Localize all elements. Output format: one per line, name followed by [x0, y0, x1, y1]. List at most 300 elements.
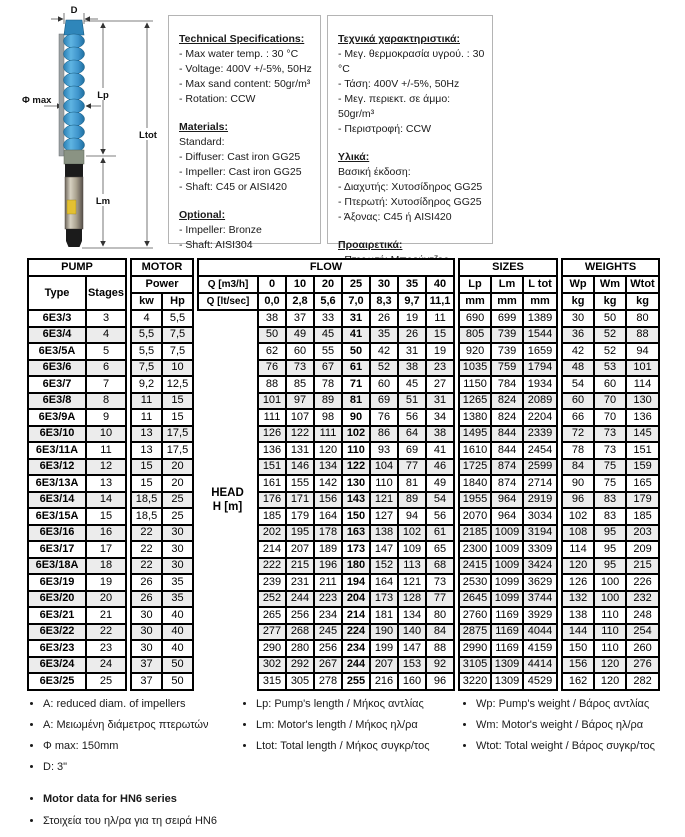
coupling-section [64, 150, 84, 164]
spec-title: Υλικά: [338, 151, 370, 163]
lp-cell: 1150 [459, 376, 491, 393]
col-header-ltot: L tot [523, 276, 557, 293]
head-value-cell: 55 [314, 343, 342, 360]
head-value-cell: 204 [342, 591, 370, 608]
pump-type-cell: 6E3/8 [28, 393, 86, 410]
head-value-cell: 52 [370, 360, 398, 377]
head-value-cell: 19 [398, 310, 426, 327]
head-value-cell: 134 [314, 459, 342, 476]
flow-header: 30 [370, 276, 398, 293]
spec-line: - Shaft: AISI304 [179, 239, 253, 251]
wm-cell: 60 [594, 376, 626, 393]
lp-cell: 2070 [459, 508, 491, 525]
ltot-cell: 1659 [523, 343, 557, 360]
wtot-cell: 276 [626, 657, 659, 674]
wm-cell: 95 [594, 541, 626, 558]
table-row [28, 508, 659, 525]
lp-cell: 1955 [459, 492, 491, 509]
wtot-cell: 130 [626, 393, 659, 410]
head-value-cell: 163 [342, 525, 370, 542]
head-value-cell: 81 [398, 475, 426, 492]
spec-line: - Shaft: C45 or AISI420 [179, 181, 287, 193]
lm-cell: 1169 [491, 607, 523, 624]
lp-cell: 2875 [459, 624, 491, 641]
head-value-cell: 268 [286, 624, 314, 641]
stages-cell: 16 [86, 525, 126, 542]
wtot-cell: 94 [626, 343, 659, 360]
head-value-cell: 62 [258, 343, 286, 360]
ltot-cell: 4044 [523, 624, 557, 641]
head-value-cell: 34 [426, 409, 454, 426]
head-value-cell: 60 [286, 343, 314, 360]
pump-body [59, 20, 85, 247]
spec-line: - Τάση: 400V +/-5%, 50Hz [338, 78, 460, 90]
wm-cell: 120 [594, 657, 626, 674]
stages-cell: 14 [86, 492, 126, 509]
head-value-cell: 315 [258, 673, 286, 690]
table-row [28, 607, 659, 624]
kw-cell: 5,5 [131, 327, 162, 344]
col-header-wtot: Wtot [626, 276, 659, 293]
lm-cell: 784 [491, 376, 523, 393]
head-value-cell: 41 [342, 327, 370, 344]
cable-guard [59, 34, 64, 156]
head-value-cell: 156 [314, 492, 342, 509]
table-row [28, 475, 659, 492]
head-value-cell: 195 [286, 525, 314, 542]
head-value-cell: 80 [426, 607, 454, 624]
head-value-cell: 179 [286, 508, 314, 525]
kw-cell: 9,2 [131, 376, 162, 393]
wp-cell: 78 [562, 442, 594, 459]
head-value-cell: 88 [258, 376, 286, 393]
kw-cell: 15 [131, 475, 162, 492]
group-header-flow: FLOW [198, 259, 454, 276]
hp-cell: 50 [162, 657, 193, 674]
head-value-cell: 51 [398, 393, 426, 410]
wtot-cell: 114 [626, 376, 659, 393]
footnote: • Wp: Pump's weight / Βάρος αντλίας [476, 698, 655, 711]
flow-header-lts: 5,6 [314, 293, 342, 310]
lm-cell: 699 [491, 310, 523, 327]
ltot-cell: 1934 [523, 376, 557, 393]
head-value-cell: 38 [258, 310, 286, 327]
head-value-cell: 42 [370, 343, 398, 360]
head-value-cell: 180 [342, 558, 370, 575]
head-value-cell: 88 [426, 640, 454, 657]
stages-cell: 20 [86, 591, 126, 608]
footnote: • Ltot: Total length / Μήκος συγκρ/τος [256, 740, 430, 753]
head-value-cell: 77 [398, 459, 426, 476]
motor-label [67, 200, 76, 214]
head-value-cell: 185 [258, 508, 286, 525]
stages-cell: 24 [86, 657, 126, 674]
col-header-wm: Wm [594, 276, 626, 293]
head-value-cell: 305 [286, 673, 314, 690]
head-value-cell: 110 [370, 475, 398, 492]
lm-cell: 1099 [491, 574, 523, 591]
pump-type-cell: 6E3/3 [28, 310, 86, 327]
head-value-cell: 85 [286, 376, 314, 393]
wtot-cell: 136 [626, 409, 659, 426]
head-value-cell: 142 [314, 475, 342, 492]
wm-cell: 70 [594, 393, 626, 410]
spec-line: - Πτερωτή: Χυτοσίδηρος GG25 [338, 196, 482, 208]
head-value-cell: 71 [342, 376, 370, 393]
head-value-cell: 292 [286, 657, 314, 674]
head-value-cell: 252 [258, 591, 286, 608]
head-value-cell: 211 [314, 574, 342, 591]
ltot-cell: 2919 [523, 492, 557, 509]
head-value-cell: 234 [342, 640, 370, 657]
ltot-cell: 3424 [523, 558, 557, 575]
stages-cell: 6 [86, 360, 126, 377]
head-value-cell: 138 [370, 525, 398, 542]
pump-type-cell: 6E3/22 [28, 624, 86, 641]
head-value-cell: 194 [342, 574, 370, 591]
wp-cell: 150 [562, 640, 594, 657]
wtot-cell: 209 [626, 541, 659, 558]
head-value-cell: 161 [258, 475, 286, 492]
spec-line: - Μεγ. περιεκτ. σε άμμο: 50gr/m³ [338, 93, 451, 120]
head-value-cell: 107 [286, 409, 314, 426]
stages-cell: 18 [86, 558, 126, 575]
head-value-cell: 31 [398, 343, 426, 360]
head-value-cell: 27 [426, 376, 454, 393]
lm-cell: 844 [491, 426, 523, 443]
spec-line: - Rotation: CCW [179, 93, 256, 105]
flow-header-lts: 7,0 [342, 293, 370, 310]
flow-header: 0 [258, 276, 286, 293]
head-value-cell: 76 [258, 360, 286, 377]
col-header-wp: Wp [562, 276, 594, 293]
head-value-cell: 111 [314, 426, 342, 443]
head-value-cell: 280 [286, 640, 314, 657]
spec-line: - Max sand content: 50gr/m³ [179, 78, 311, 90]
head-value-cell: 26 [370, 310, 398, 327]
head-value-cell: 160 [398, 673, 426, 690]
head-value-cell: 146 [286, 459, 314, 476]
column-gap [193, 360, 198, 377]
lp-cell: 805 [459, 327, 491, 344]
footnote: • Lm: Motor's length / Μήκος ηλ/ρα [256, 719, 430, 732]
pump-type-cell: 6E3/13A [28, 475, 86, 492]
stages-cell: 7 [86, 376, 126, 393]
column-gap [193, 591, 198, 608]
pump-diagram [20, 4, 170, 261]
wp-cell: 120 [562, 558, 594, 575]
table-row [28, 591, 659, 608]
head-value-cell: 31 [342, 310, 370, 327]
flow-header-lts: 8,3 [370, 293, 398, 310]
ltot-cell: 3034 [523, 508, 557, 525]
stages-cell: 13 [86, 475, 126, 492]
column-gap [193, 442, 198, 459]
footnote: • Φ max: 150mm [43, 740, 209, 753]
wm-cell: 75 [594, 459, 626, 476]
ltot-cell: 4159 [523, 640, 557, 657]
column-gap [193, 426, 198, 443]
unit-mm: mm [491, 293, 523, 310]
pump-type-cell: 6E3/21 [28, 607, 86, 624]
head-value-cell: 245 [314, 624, 342, 641]
head-value-cell: 277 [258, 624, 286, 641]
hp-cell: 17,5 [162, 426, 193, 443]
head-value-cell: 136 [258, 442, 286, 459]
head-label-cell: HEAD H [m] [198, 310, 258, 690]
kw-cell: 22 [131, 558, 162, 575]
group-header-pump: PUMP [28, 259, 126, 276]
lp-cell: 1265 [459, 393, 491, 410]
wm-cell: 73 [594, 442, 626, 459]
wm-cell: 100 [594, 574, 626, 591]
flow-header: 25 [342, 276, 370, 293]
kw-cell: 5,5 [131, 343, 162, 360]
wtot-cell: 101 [626, 360, 659, 377]
flow-header: 40 [426, 276, 454, 293]
table-row [28, 558, 659, 575]
lp-cell: 2530 [459, 574, 491, 591]
hp-cell: 35 [162, 574, 193, 591]
table-row [28, 574, 659, 591]
pump-type-cell: 6E3/6 [28, 360, 86, 377]
head-value-cell: 19 [426, 343, 454, 360]
head-value-cell: 45 [314, 327, 342, 344]
pump-top-cap [64, 20, 84, 35]
column-gap [193, 558, 198, 575]
head-value-cell: 86 [370, 426, 398, 443]
head-value-cell: 46 [426, 459, 454, 476]
kw-cell: 37 [131, 673, 162, 690]
head-value-cell: 130 [342, 475, 370, 492]
column-gap [193, 475, 198, 492]
footnote: • Wtot: Total weight / Βάρος συγκρ/τος [476, 740, 655, 753]
head-value-cell: 56 [426, 508, 454, 525]
head-value-cell: 64 [398, 426, 426, 443]
spec-title: Τεχνικά χαρακτηριστικά: [338, 33, 460, 45]
spec-line: Βασική έκδοση: [338, 166, 411, 178]
lm-cell: 1169 [491, 640, 523, 657]
ltot-cell: 1794 [523, 360, 557, 377]
head-value-cell: 153 [398, 657, 426, 674]
spec-line: - Diffuser: Cast iron GG25 [179, 151, 301, 163]
wp-cell: 90 [562, 475, 594, 492]
dim-lp-label: Lp [97, 90, 109, 101]
table-row [28, 541, 659, 558]
wp-cell: 54 [562, 376, 594, 393]
wm-cell: 110 [594, 640, 626, 657]
stages-cell: 8 [86, 393, 126, 410]
wtot-cell: 80 [626, 310, 659, 327]
wtot-cell: 145 [626, 426, 659, 443]
column-gap [193, 673, 198, 690]
spec-line: - Impeller: Cast iron GG25 [179, 166, 302, 178]
head-value-cell: 190 [370, 624, 398, 641]
stages-cell: 3 [86, 310, 126, 327]
spec-section [179, 32, 314, 107]
stages-cell: 10 [86, 426, 126, 443]
flow-header-lts: 0,0 [258, 293, 286, 310]
unit-kg: kg [626, 293, 659, 310]
stages-cell: 15 [86, 508, 126, 525]
hp-cell: 7,5 [162, 343, 193, 360]
pump-table-body [28, 310, 659, 690]
head-value-cell: 110 [342, 442, 370, 459]
head-value-cell: 104 [370, 459, 398, 476]
wm-cell: 120 [594, 673, 626, 690]
ltot-cell: 3929 [523, 607, 557, 624]
head-value-cell: 26 [398, 327, 426, 344]
head-value-cell: 96 [426, 673, 454, 690]
wp-cell: 156 [562, 657, 594, 674]
table-row [28, 409, 659, 426]
head-value-cell: 102 [342, 426, 370, 443]
footnote-motor-series-gr: • Στοιχεία του ηλ/ρα για τη σειρά HN6 [43, 815, 217, 828]
head-value-cell: 256 [314, 640, 342, 657]
head-value-cell: 50 [342, 343, 370, 360]
head-value-cell: 73 [426, 574, 454, 591]
wp-cell: 84 [562, 459, 594, 476]
wp-cell: 162 [562, 673, 594, 690]
wm-cell: 95 [594, 558, 626, 575]
head-value-cell: 45 [398, 376, 426, 393]
hp-cell: 50 [162, 673, 193, 690]
column-gap [193, 327, 198, 344]
col-header-lm: Lm [491, 276, 523, 293]
table-header [28, 259, 659, 310]
wp-cell: 144 [562, 624, 594, 641]
pump-type-cell: 6E3/15A [28, 508, 86, 525]
hp-cell: 40 [162, 624, 193, 641]
lm-cell: 874 [491, 475, 523, 492]
table-row [28, 492, 659, 509]
head-value-cell: 113 [398, 558, 426, 575]
column-gap [193, 541, 198, 558]
column-gap [193, 492, 198, 509]
wp-cell: 132 [562, 591, 594, 608]
head-value-cell: 189 [314, 541, 342, 558]
lm-cell: 1169 [491, 624, 523, 641]
head-value-cell: 178 [314, 525, 342, 542]
pump-type-cell: 6E3/17 [28, 541, 86, 558]
head-value-cell: 231 [286, 574, 314, 591]
head-value-cell: 173 [370, 591, 398, 608]
stages-cell: 4 [86, 327, 126, 344]
lp-cell: 2990 [459, 640, 491, 657]
head-value-cell: 134 [398, 607, 426, 624]
ltot-cell: 3629 [523, 574, 557, 591]
col-header-lp: Lp [459, 276, 491, 293]
dim-phi-max-label: Φ max [22, 95, 52, 106]
wm-cell: 95 [594, 525, 626, 542]
ltot-cell: 2339 [523, 426, 557, 443]
footnote: • A: reduced diam. of impellers [43, 698, 209, 711]
flow-header: 10 [286, 276, 314, 293]
wm-cell: 73 [594, 426, 626, 443]
stages-cell: 9 [86, 409, 126, 426]
column-gap [193, 525, 198, 542]
stages-cell: 19 [86, 574, 126, 591]
column-gap [193, 607, 198, 624]
wp-cell: 102 [562, 508, 594, 525]
spec-line: - Impeller: Bronze [179, 224, 262, 236]
head-value-cell: 155 [286, 475, 314, 492]
footnote-motor-series: • Motor data for HN6 series [43, 793, 217, 806]
col-header-kw: kw [131, 293, 162, 310]
head-value-cell: 38 [426, 426, 454, 443]
hp-cell: 40 [162, 640, 193, 657]
pump-type-cell: 6E3/4 [28, 327, 86, 344]
wtot-cell: 226 [626, 574, 659, 591]
pump-type-cell: 6E3/14 [28, 492, 86, 509]
wp-cell: 96 [562, 492, 594, 509]
head-value-cell: 111 [258, 409, 286, 426]
dim-lm-label: Lm [95, 196, 111, 207]
table-row [28, 673, 659, 690]
lm-cell: 844 [491, 442, 523, 459]
lp-cell: 2185 [459, 525, 491, 542]
head-value-cell: 234 [314, 607, 342, 624]
head-value-cell: 224 [342, 624, 370, 641]
unit-mm: mm [459, 293, 491, 310]
kw-cell: 30 [131, 607, 162, 624]
head-value-cell: 121 [370, 492, 398, 509]
head-value-cell: 244 [342, 657, 370, 674]
wm-cell: 52 [594, 343, 626, 360]
lp-cell: 1840 [459, 475, 491, 492]
wm-cell: 75 [594, 475, 626, 492]
flow-header: 20 [314, 276, 342, 293]
lp-cell: 1495 [459, 426, 491, 443]
table-row [28, 459, 659, 476]
column-gap [193, 574, 198, 591]
hp-cell: 15 [162, 393, 193, 410]
wp-cell: 60 [562, 393, 594, 410]
wp-cell: 114 [562, 541, 594, 558]
wtot-cell: 215 [626, 558, 659, 575]
kw-cell: 11 [131, 409, 162, 426]
head-value-cell: 128 [398, 591, 426, 608]
footnote: • Wm: Motor's weight / Βάρος ηλ/ρα [476, 719, 655, 732]
wp-cell: 138 [562, 607, 594, 624]
lm-cell: 964 [491, 508, 523, 525]
head-value-cell: 122 [342, 459, 370, 476]
hp-cell: 30 [162, 541, 193, 558]
column-gap [193, 393, 198, 410]
head-value-cell: 267 [314, 657, 342, 674]
pump-type-cell: 6E3/20 [28, 591, 86, 608]
head-value-cell: 49 [286, 327, 314, 344]
column-gap [193, 624, 198, 641]
head-value-cell: 255 [342, 673, 370, 690]
lm-cell: 1009 [491, 541, 523, 558]
stages-cell: 5 [86, 343, 126, 360]
hp-cell: 25 [162, 508, 193, 525]
head-value-cell: 207 [286, 541, 314, 558]
head-value-cell: 76 [370, 409, 398, 426]
wm-cell: 110 [594, 607, 626, 624]
col-header-q-m3h: Q [m3/h] [198, 276, 258, 293]
head-value-cell: 164 [314, 508, 342, 525]
wp-cell: 108 [562, 525, 594, 542]
footnote: • Lp: Pump's length / Μήκος αντλίας [256, 698, 430, 711]
flow-header-lts: 2,8 [286, 293, 314, 310]
motor-top-band [65, 164, 83, 177]
stages-cell: 21 [86, 607, 126, 624]
footnotes-left [30, 698, 209, 782]
head-value-cell: 33 [314, 310, 342, 327]
head-value-cell: 290 [258, 640, 286, 657]
